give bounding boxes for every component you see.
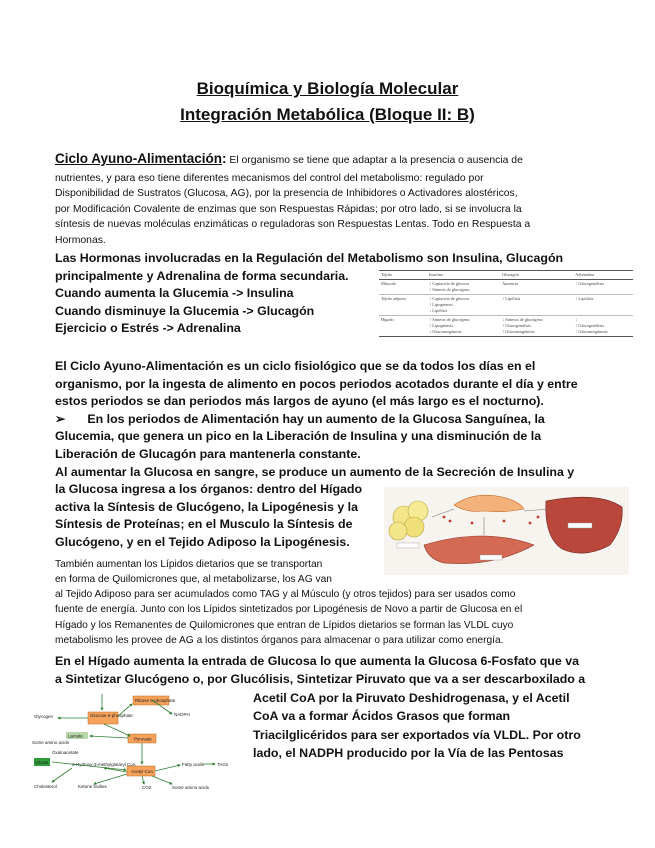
table-row bbox=[379, 295, 633, 316]
svg-text:Glucose 6-phosphate: Glucose 6-phosphate bbox=[90, 713, 133, 718]
lipids-full: al Tejido Adiposo para ser acumulados como TAG y al Músculo (y otros tejidos) para ser usados como fuente de energía. Junto con los Lípidos sintetizados por Lipogénesis de Novo a partir de Glucosa en el Hígado y los Remanentes de Quilomicrones que entran de Lípidos dietarios se forman las VLDL cuyo metabolismo les provee de AG a los distintos órganos para almacenar o para utilizar como energía. bbox=[55, 589, 523, 647]
hormones-block: Las Hormonas involucradas en la Regulación del Metabolismo son Insulina, Glucagón principalmente y Adrenalina de forma secundaria. Cuando aumenta la Glucemia -> Insulina Cuando disminuye la Glucemia -> Glucagón Ejercicio o Estrés -> Adrenalina bbox=[55, 251, 564, 336]
table-cell: ↓ Síntesis de glucógeno ↑ Glucogenólisis ↑ Gluconeogénesis bbox=[500, 316, 573, 337]
svg-text:3-Hydroxy-3-methylglutaryl CoA: 3-Hydroxy-3-methylglutaryl CoA bbox=[72, 762, 136, 767]
svg-text:Citrate: Citrate bbox=[35, 760, 49, 765]
table-row bbox=[379, 316, 633, 337]
hormone-effects-table: Tejido Insulina Glucagón Adrenalina Músculo ↑ Captación de glucosa ↑ Síntesis de glucógeno Ausencia ↑ Glucogenólisis Tejido adiposo ↑ Captación de glucosa ↑ Lipogénesis ↓ Lipólisis ↑ Lipólisis ↑ Lipólisis Hígado ↑ Síntesis de glucógeno ↑ Lipogénesis ↓ Gluconeogénesis ↓ Síntesis de glucógeno ↑ Glucogenólisis ↑ Gluconeogénesis ↓ ↑ Glucogenólisis ↑ Gluconeogénesis bbox=[379, 270, 633, 337]
document-title: Bioquímica y Biología Molecular bbox=[196, 79, 459, 98]
svg-text:Acetyl CoA: Acetyl CoA bbox=[131, 769, 154, 774]
table-cell: Hígado bbox=[379, 316, 427, 337]
lipids-short: También aumentan los Lípidos dietarios que se transportan en forma de Quilomicrones que, al metabolizarse, los AG van bbox=[55, 559, 332, 586]
svg-text:Glycogen: Glycogen bbox=[34, 714, 54, 719]
svg-text:Fatty acids: Fatty acids bbox=[182, 762, 204, 767]
svg-text:Some amino acids: Some amino acids bbox=[172, 785, 210, 790]
intro-first-line: El organismo se tiene que adaptar a la presencia o ausencia de bbox=[229, 155, 523, 166]
pathway-diagram bbox=[32, 692, 246, 792]
bullet-icon: ➢ bbox=[55, 411, 66, 426]
svg-text:CO2: CO2 bbox=[142, 785, 152, 790]
table-cell: ↑ Captación de glucosa ↑ Lipogénesis ↓ Lipólisis bbox=[427, 295, 500, 316]
table-cell: ↑ Glucogenólisis bbox=[573, 280, 633, 295]
svg-text:Pyruvate: Pyruvate bbox=[134, 736, 152, 742]
table-cell: ↓ ↑ Glucogenólisis ↑ Gluconeogénesis bbox=[573, 316, 633, 337]
section-intro: Ciclo Ayuno-Alimentación: El organismo se tiene que adaptar a la presencia o ausencia de bbox=[55, 151, 523, 166]
svg-text:Ribose 5-phosphate: Ribose 5-phosphate bbox=[135, 698, 176, 703]
table-cell: ↑ Lipólisis bbox=[500, 295, 573, 316]
table-cell: ↑ Captación de glucosa ↑ Síntesis de glucógeno bbox=[427, 280, 500, 295]
section-heading: Ciclo Ayuno-Alimentación bbox=[55, 151, 223, 166]
table-cell: Ausencia bbox=[500, 280, 573, 295]
liver-paragraph: En el Hígado aumenta la entrada de Glucosa lo que aumenta la Glucosa 6-Fosfato que va a Sintetizar Glucógeno o, por Glucólisis, Sintetizar Piruvato que va a ser descarboxilado a bbox=[55, 654, 586, 686]
svg-text:Lactate: Lactate bbox=[68, 733, 83, 739]
document-subtitle: Integración Metabólica (Bloque II: B) bbox=[180, 105, 475, 124]
table-row bbox=[379, 280, 633, 295]
table-cell: Músculo bbox=[379, 280, 427, 295]
svg-text:NADPH: NADPH bbox=[174, 712, 190, 717]
liver-paragraph-right: Acetil CoA por la Piruvato Deshidrogenasa, y el Acetil CoA va a formar Ácidos Grasos que forman Triacilglicéridos para ser exportados vía VLDL. Por otro lado, el NADPH producido por la Vía de las Pentosas bbox=[253, 691, 581, 761]
intro-body: nutrientes, y para eso tiene diferentes mecanismos del control del metabolismo: regulado por Disponibilidad de Sustratos (Glucosa, AG), por la presencia de Inhibidores o Activadores alostéricos, por Modificación Covalente de enzimas que son Respuestas Rápidas; por otro lado, si se involucra la síntesis de nuevas moléculas enzimáticas o reguladoras son Respuestas Lentas. Todo en Respuesta a Hormonas. bbox=[55, 173, 531, 246]
svg-text:Some amino acids: Some amino acids bbox=[32, 740, 70, 745]
table-cell: Tejido adiposo bbox=[379, 295, 427, 316]
organ-paragraph: la Glucosa ingresa a los órganos: dentro del Hígado activa la Síntesis de Glucógeno, la Lipogénesis y la Síntesis de Proteínas; en el Musculo la Síntesis de Glucógeno, y en el Tejido Adiposo la Lipogénesis. bbox=[55, 482, 363, 549]
table-cell: ↑ Síntesis de glucógeno ↑ Lipogénesis ↓ Gluconeogénesis bbox=[427, 316, 500, 337]
cycle-paragraph: El Ciclo Ayuno-Alimentación es un ciclo fisiológico que se da todos los días en el organismo, por la ingesta de alimento en pocos periodos acotados durante el día y entre estos periodos se dan periodos más largos de ayuno (el más largo es el nocturno). ➢ En los periodos de Alimentación hay un aumento de la Glucosa Sanguínea, la Glucemia, que genera un pico en la Liberación de Insulina y una disminución de la Liberación de Glucagón para mantenerla constante. Al aumentar la Glucosa en sangre, se produce un aumento de la Secreción de Insulina y bbox=[55, 359, 578, 479]
table-cell: ↑ Lipólisis bbox=[573, 295, 633, 316]
svg-text:Ketone bodies: Ketone bodies bbox=[78, 784, 107, 789]
svg-text:Cholesterol: Cholesterol bbox=[34, 784, 57, 789]
organs-illustration bbox=[384, 487, 629, 575]
svg-text:TAGs: TAGs bbox=[217, 762, 229, 767]
svg-text:Oxaloacetate: Oxaloacetate bbox=[52, 750, 79, 755]
